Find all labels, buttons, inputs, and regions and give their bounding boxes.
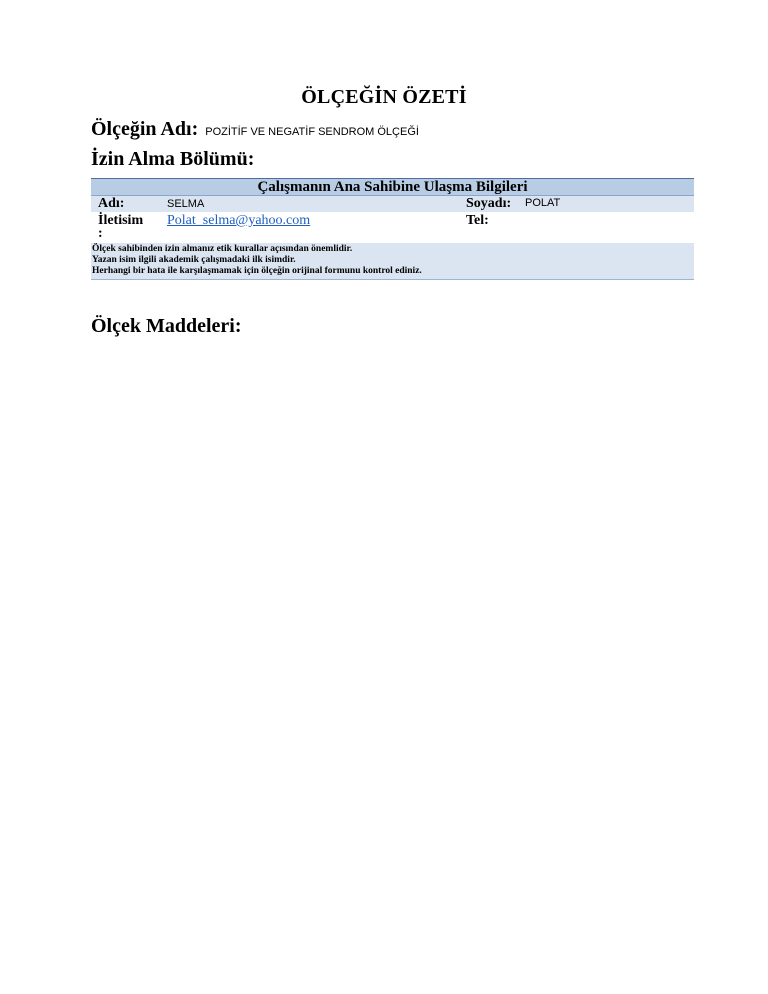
contact-label-colon: : (98, 226, 103, 241)
contact-label-cell (98, 213, 158, 242)
page-title: ÖLÇEĞİN ÖZETİ (301, 86, 467, 108)
scale-name-value: POZİTİF VE NEGATİF SENDROM ÖLÇEĞİ (205, 126, 419, 138)
note-line: Herhangi bir hata ile karşılaşmamak için ölçeğin orijinal formunu kontrol ediniz. (92, 266, 422, 276)
note-line: Ölçek sahibinden izin almanız etik kurallar açısından önemlidir. (92, 244, 353, 254)
name-label: Adı: (98, 196, 125, 211)
surname-value: POLAT (525, 197, 561, 209)
scale-name-label: Ölçeğin Adı: (91, 118, 199, 140)
note-line: Yazan isim ilgili akademik çalışmadaki ilk isimdir. (92, 255, 296, 265)
surname-label: Soyadı: (466, 196, 512, 211)
contact-info-table (91, 178, 694, 280)
phone-label: Tel: (466, 213, 489, 228)
contact-label: İletisim (98, 213, 144, 228)
name-row (91, 196, 694, 213)
contact-table-header: Çalışmanın Ana Sahibine Ulaşma Bilgileri (91, 178, 694, 196)
notes-block (91, 243, 694, 279)
permission-section-heading: İzin Alma Bölümü: (91, 148, 255, 170)
name-value: SELMA (167, 198, 205, 210)
scale-name-row (91, 118, 419, 141)
email-link[interactable]: Polat_selma@yahoo.com (167, 213, 311, 228)
items-section-heading: Ölçek Maddeleri: (91, 315, 242, 337)
contact-row (91, 213, 694, 243)
